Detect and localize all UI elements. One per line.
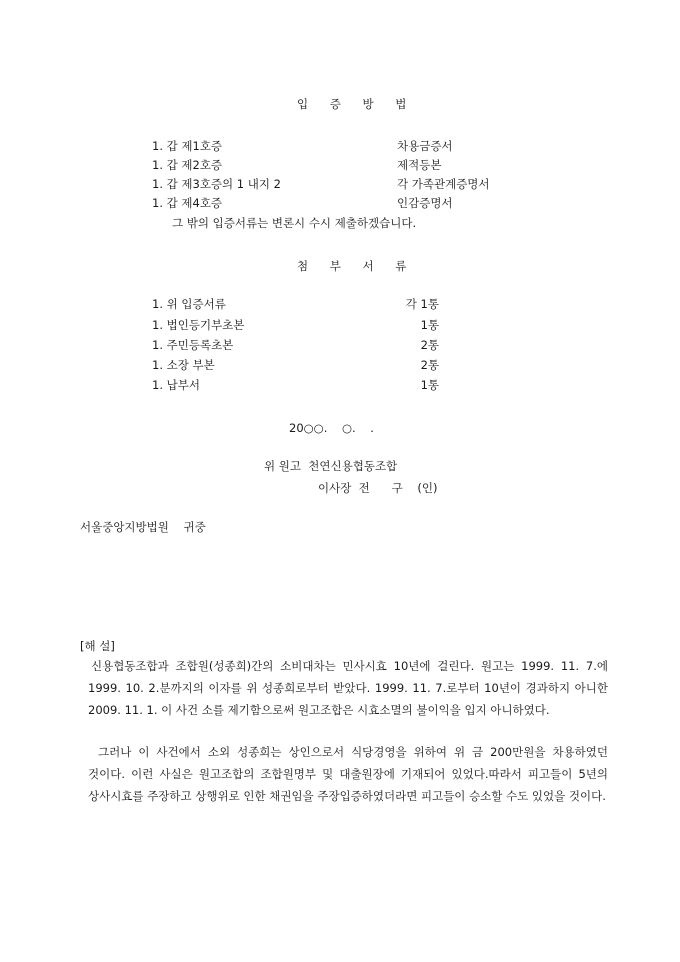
commentary-header: [해 설] xyxy=(80,639,115,653)
evidence-item-label: 1. 갑 제1호증 xyxy=(152,139,223,153)
commentary-paragraph-2: 그러나 이 사건에서 소외 성종희는 상인으로서 식당경영을 위하여 위 금 200만원을 차용하였던 것이다. 이런 사실은 원고조합의 조합원명부 및 대출원장에 기재되어 있었다.따라서 피고들이 5년의 상사시효를 주장하고 상행위로 인한 채권임을 주장입증하였더라면 피고들이 승소할 수도 있었을 것이다. xyxy=(88,745,608,803)
attachment-item-count: 2통 xyxy=(420,338,439,352)
evidence-item-value: 각 가족관계증명서 xyxy=(397,177,490,191)
evidence-item-value: 인감증명서 xyxy=(397,196,453,210)
attachments-heading: 첨 부 서 류 xyxy=(297,259,416,273)
evidence-item-value: 차용금증서 xyxy=(397,139,453,153)
attachment-item-label: 1. 법인등기부초본 xyxy=(152,318,245,332)
attachment-item-label: 1. 납부서 xyxy=(152,378,200,392)
attachment-item-label: 1. 소장 부본 xyxy=(152,358,215,372)
attachment-item-label: 1. 주민등록초본 xyxy=(152,338,234,352)
document-date: 20○○. ○. . xyxy=(289,421,374,435)
plaintiff-name: 위 원고 천연신용협동조합 xyxy=(264,459,398,473)
evidence-item-label: 1. 갑 제2호증 xyxy=(152,158,223,172)
attachment-item-count: 각 1통 xyxy=(405,297,439,311)
evidence-note: 그 밖의 입증서류는 변론시 수시 제출하겠습니다. xyxy=(172,216,417,230)
plaintiff-representative: 이사장 전 구 (인) xyxy=(318,481,438,495)
attachment-item-count: 2통 xyxy=(420,358,439,372)
evidence-heading: 입 증 방 법 xyxy=(297,97,416,111)
court-addressee: 서울중앙지방법원 귀중 xyxy=(80,520,206,534)
commentary-paragraph-1: 신용협동조합과 조합원(성종희)간의 소비대차는 민사시효 10년에 걸린다. 원고는 1999. 11. 7.에 1999. 10. 2.분까지의 이자를 위 성종희로부터 받았다. 1999. 11. 7.로부터 10년이 경과하지 아니한 2009. 11. 1. 이 사건 소를 제기함으로써 원고조합은 시효소멸의 불이익을 입지 아니하였다. xyxy=(88,659,608,717)
evidence-item-label: 1. 갑 제4호증 xyxy=(152,196,223,210)
attachment-item-label: 1. 위 입증서류 xyxy=(152,297,226,311)
attachment-item-count: 1통 xyxy=(420,318,439,332)
evidence-item-label: 1. 갑 제3호증의 1 내지 2 xyxy=(152,177,281,191)
attachment-item-count: 1통 xyxy=(420,378,439,392)
evidence-item-value: 제적등본 xyxy=(397,158,442,172)
